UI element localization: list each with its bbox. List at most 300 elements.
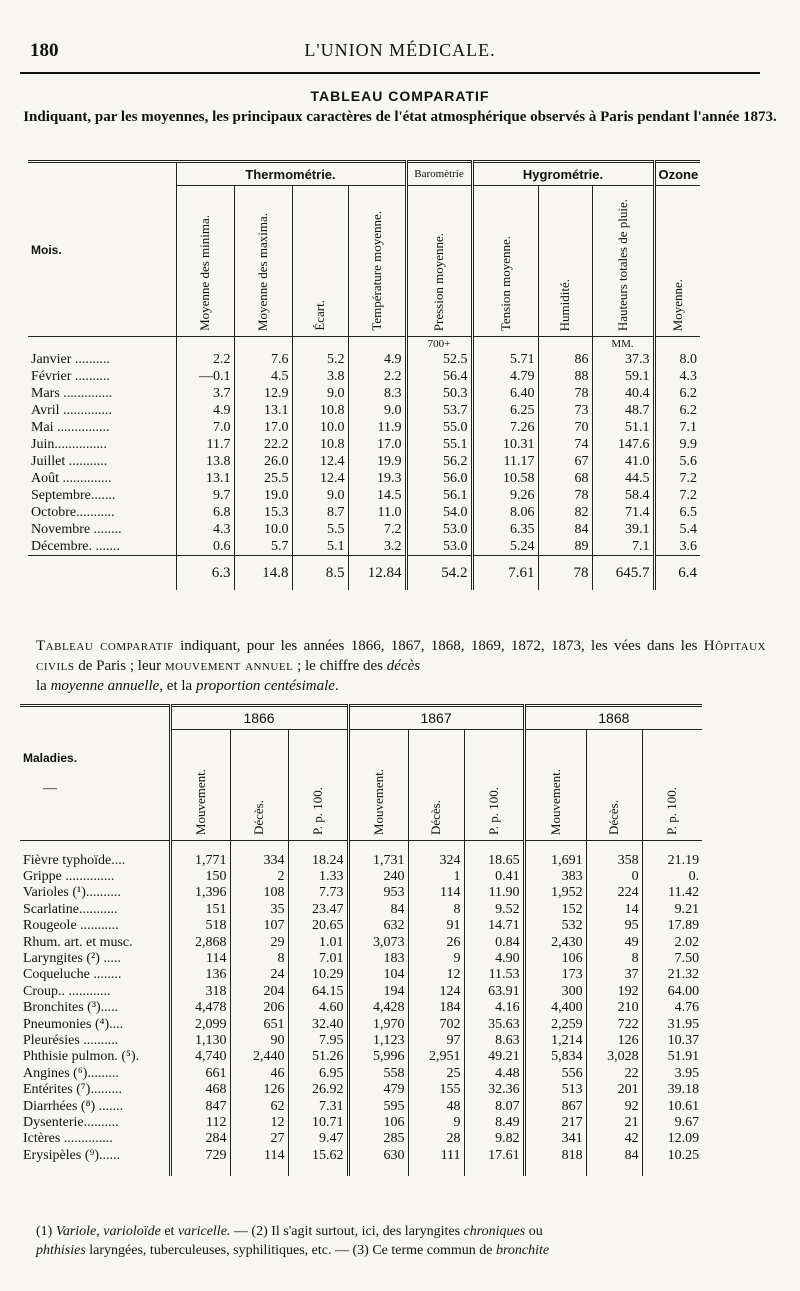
intro-text-5: , et la bbox=[159, 678, 196, 694]
end-cell bbox=[20, 1164, 170, 1176]
value-cell: 78 bbox=[538, 487, 592, 504]
table-row bbox=[20, 1049, 702, 1065]
column-header bbox=[234, 186, 292, 337]
value-cell: 2,868 bbox=[170, 934, 230, 950]
value-cell: 10.31 bbox=[472, 436, 538, 453]
ozone-header: Ozone bbox=[654, 162, 700, 186]
value-cell: 35 bbox=[230, 902, 288, 918]
value-cell: 91 bbox=[408, 918, 464, 934]
value-cell: 284 bbox=[170, 1131, 230, 1147]
value-cell: 4,428 bbox=[348, 1000, 408, 1016]
value-cell: 8.06 bbox=[472, 504, 538, 521]
value-cell: 15.3 bbox=[234, 504, 292, 521]
intro-text-2: de Paris ; leur bbox=[74, 658, 165, 674]
thermometrie-header: Thermométrie. bbox=[176, 162, 406, 186]
value-cell: 1,691 bbox=[524, 853, 586, 869]
spacer-cell bbox=[170, 841, 230, 853]
end-row bbox=[20, 1164, 702, 1176]
month-label: Juillet ........... bbox=[31, 453, 108, 469]
table-row bbox=[20, 1066, 702, 1082]
value-cell: 2,951 bbox=[408, 1049, 464, 1065]
value-cell: 155 bbox=[408, 1082, 464, 1098]
column-header-label: Décès. bbox=[428, 799, 444, 835]
value-cell: 9.26 bbox=[472, 487, 538, 504]
value-cell: 206 bbox=[230, 1000, 288, 1016]
spacer-cell bbox=[464, 841, 524, 853]
value-cell: 7.2 bbox=[348, 521, 406, 538]
value-cell: 35.63 bbox=[464, 1016, 524, 1032]
value-cell: 59.1 bbox=[592, 368, 654, 385]
value-cell: 19.0 bbox=[234, 487, 292, 504]
fn-4: varicelle. bbox=[177, 1224, 231, 1239]
value-cell: 6.8 bbox=[176, 504, 234, 521]
value-cell: 1,731 bbox=[348, 853, 408, 869]
total-cell: 8.5 bbox=[292, 556, 348, 591]
fn-10: bronchite bbox=[495, 1243, 550, 1258]
column-header-label: Pression moyenne. bbox=[431, 232, 446, 331]
disease-label: Phthisie pulmon. (⁵). bbox=[23, 1049, 140, 1065]
value-cell: 84 bbox=[538, 521, 592, 538]
value-cell: 318 bbox=[170, 984, 230, 1000]
value-cell: 42 bbox=[586, 1131, 642, 1147]
value-cell: 11.7 bbox=[176, 436, 234, 453]
value-cell: 19.3 bbox=[348, 470, 406, 487]
value-cell: 40.4 bbox=[592, 385, 654, 402]
value-cell: 37 bbox=[586, 967, 642, 983]
intro-text-4: la bbox=[36, 678, 51, 694]
column-header bbox=[538, 186, 592, 337]
value-cell: 1.33 bbox=[288, 869, 348, 885]
column-header-label: Mouvement. bbox=[192, 768, 208, 835]
disease-label: Pneumonies (⁴).... bbox=[23, 1016, 124, 1032]
value-cell: 49.21 bbox=[464, 1049, 524, 1065]
spacer-cell bbox=[408, 841, 464, 853]
total-cell: 54.2 bbox=[406, 556, 472, 591]
column-header-label: Mouvement. bbox=[547, 768, 563, 835]
value-cell: 8.7 bbox=[292, 504, 348, 521]
value-cell: 147.6 bbox=[592, 436, 654, 453]
column-header bbox=[348, 730, 408, 841]
value-cell: 173 bbox=[524, 967, 586, 983]
value-cell: 2,099 bbox=[170, 1016, 230, 1032]
table1-title: TABLEAU COMPARATIF bbox=[310, 88, 490, 104]
intro-mouvement: mouvement annuel bbox=[164, 658, 294, 674]
value-cell: 13.1 bbox=[176, 470, 234, 487]
table-row bbox=[20, 869, 702, 885]
value-cell: 4.90 bbox=[464, 951, 524, 967]
value-cell: 55.1 bbox=[406, 436, 472, 453]
value-cell: 324 bbox=[408, 853, 464, 869]
value-cell: 8.63 bbox=[464, 1033, 524, 1049]
value-cell: 114 bbox=[408, 885, 464, 901]
month-label: Novembre ........ bbox=[31, 521, 122, 537]
value-cell: 5.24 bbox=[472, 538, 538, 556]
table-row bbox=[20, 1016, 702, 1032]
disease-label: Fièvre typhoïde.... bbox=[23, 852, 126, 868]
value-cell: 12.9 bbox=[234, 385, 292, 402]
end-cell bbox=[230, 1164, 288, 1176]
value-cell: 14 bbox=[586, 902, 642, 918]
disease-label: Erysipèles (⁹)...... bbox=[23, 1147, 121, 1163]
intro-proportion: proportion centésimale bbox=[195, 678, 335, 694]
value-cell: 82 bbox=[538, 504, 592, 521]
value-cell: 64.15 bbox=[288, 984, 348, 1000]
value-cell: 285 bbox=[348, 1131, 408, 1147]
column-header bbox=[292, 186, 348, 337]
value-cell: 7.1 bbox=[654, 419, 700, 436]
value-cell: 26 bbox=[408, 934, 464, 950]
value-cell: 25.5 bbox=[234, 470, 292, 487]
value-cell: 210 bbox=[586, 1000, 642, 1016]
value-cell: 56.2 bbox=[406, 453, 472, 470]
value-cell: 9.0 bbox=[292, 487, 348, 504]
table-row bbox=[28, 470, 700, 487]
page-number: 180 bbox=[30, 40, 59, 61]
value-cell: 0. bbox=[642, 869, 702, 885]
value-cell: 56.4 bbox=[406, 368, 472, 385]
value-cell: 9.67 bbox=[642, 1115, 702, 1131]
month-label: Mai ............... bbox=[31, 419, 110, 435]
weather-table bbox=[28, 160, 700, 590]
value-cell: 217 bbox=[524, 1115, 586, 1131]
value-cell: 5.2 bbox=[292, 351, 348, 368]
value-cell: 7.0 bbox=[176, 419, 234, 436]
value-cell: 23.47 bbox=[288, 902, 348, 918]
value-cell: 20.65 bbox=[288, 918, 348, 934]
total-cell: 78 bbox=[538, 556, 592, 591]
spacer-cell bbox=[348, 841, 408, 853]
total-cell: 12.84 bbox=[348, 556, 406, 591]
unit-cell bbox=[28, 337, 176, 352]
table-row bbox=[28, 521, 700, 538]
value-cell: 32.40 bbox=[288, 1016, 348, 1032]
value-cell: 11.42 bbox=[642, 885, 702, 901]
value-cell: 5,996 bbox=[348, 1049, 408, 1065]
value-cell: 7.2 bbox=[654, 487, 700, 504]
value-cell: 54.0 bbox=[406, 504, 472, 521]
unit-cell bbox=[292, 337, 348, 352]
maladies-dash: — bbox=[43, 780, 57, 796]
spacer-cell bbox=[20, 841, 170, 853]
value-cell: 5,834 bbox=[524, 1049, 586, 1065]
value-cell: 3,073 bbox=[348, 934, 408, 950]
value-cell: 1 bbox=[408, 869, 464, 885]
value-cell: 0.6 bbox=[176, 538, 234, 556]
column-header bbox=[472, 186, 538, 337]
value-cell: 78 bbox=[538, 385, 592, 402]
table-row bbox=[28, 419, 700, 436]
value-cell: 10.37 bbox=[642, 1033, 702, 1049]
month-label: Septembre....... bbox=[31, 487, 116, 503]
value-cell: 9.82 bbox=[464, 1131, 524, 1147]
value-cell: 26.0 bbox=[234, 453, 292, 470]
disease-label: Coqueluche ........ bbox=[23, 967, 122, 983]
value-cell: 1,214 bbox=[524, 1033, 586, 1049]
value-cell: 63.91 bbox=[464, 984, 524, 1000]
value-cell: 358 bbox=[586, 853, 642, 869]
hygrometrie-header: Hygrométrie. bbox=[472, 162, 654, 186]
column-header bbox=[586, 730, 642, 841]
end-cell bbox=[586, 1164, 642, 1176]
value-cell: 7.2 bbox=[654, 470, 700, 487]
spacer-row bbox=[20, 841, 702, 853]
hospital-table bbox=[20, 704, 702, 1176]
value-cell: 68 bbox=[538, 470, 592, 487]
value-cell: 7.95 bbox=[288, 1033, 348, 1049]
value-cell: 2,430 bbox=[524, 934, 586, 950]
value-cell: 4.16 bbox=[464, 1000, 524, 1016]
value-cell: 632 bbox=[348, 918, 408, 934]
value-cell: 106 bbox=[524, 951, 586, 967]
end-cell bbox=[642, 1164, 702, 1176]
value-cell: 18.65 bbox=[464, 853, 524, 869]
table-row bbox=[28, 351, 700, 368]
table-row bbox=[20, 951, 702, 967]
value-cell: 107 bbox=[230, 918, 288, 934]
unit-cell bbox=[176, 337, 234, 352]
value-cell: 48 bbox=[408, 1098, 464, 1114]
value-cell: 4.48 bbox=[464, 1066, 524, 1082]
value-cell: 5.5 bbox=[292, 521, 348, 538]
value-cell: 151 bbox=[170, 902, 230, 918]
value-cell: 0 bbox=[586, 869, 642, 885]
table2-intro bbox=[36, 636, 766, 696]
value-cell: 150 bbox=[170, 869, 230, 885]
total-cell: 645.7 bbox=[592, 556, 654, 591]
value-cell: 73 bbox=[538, 402, 592, 419]
value-cell: 56.0 bbox=[406, 470, 472, 487]
intro-moyenne: moyenne annuelle bbox=[50, 678, 160, 694]
value-cell: 11.90 bbox=[464, 885, 524, 901]
value-cell: 112 bbox=[170, 1115, 230, 1131]
mois-header: Mois. bbox=[31, 242, 62, 257]
value-cell: 18.24 bbox=[288, 853, 348, 869]
value-cell: 14.71 bbox=[464, 918, 524, 934]
value-cell: 49 bbox=[586, 934, 642, 950]
value-cell: 7.1 bbox=[592, 538, 654, 556]
month-label: Janvier .......... bbox=[31, 351, 110, 367]
total-cell: 7.61 bbox=[472, 556, 538, 591]
value-cell: 22.2 bbox=[234, 436, 292, 453]
value-cell: 71.4 bbox=[592, 504, 654, 521]
value-cell: 92 bbox=[586, 1098, 642, 1114]
value-cell: 5.7 bbox=[234, 538, 292, 556]
value-cell: 8.0 bbox=[654, 351, 700, 368]
value-cell: 53.7 bbox=[406, 402, 472, 419]
year-header-1868: 1868 bbox=[524, 706, 702, 730]
value-cell: 53.0 bbox=[406, 521, 472, 538]
year-header-1867: 1867 bbox=[348, 706, 524, 730]
value-cell: 5.6 bbox=[654, 453, 700, 470]
table-row bbox=[20, 1115, 702, 1131]
value-cell: 17.0 bbox=[348, 436, 406, 453]
value-cell: 556 bbox=[524, 1066, 586, 1082]
value-cell: 6.25 bbox=[472, 402, 538, 419]
value-cell: 126 bbox=[586, 1033, 642, 1049]
value-cell: 9.9 bbox=[654, 436, 700, 453]
value-cell: 4,400 bbox=[524, 1000, 586, 1016]
value-cell: 7.6 bbox=[234, 351, 292, 368]
value-cell: 106 bbox=[348, 1115, 408, 1131]
value-cell: 10.0 bbox=[234, 521, 292, 538]
disease-label: Angines (⁶)......... bbox=[23, 1065, 119, 1081]
value-cell: 15.62 bbox=[288, 1148, 348, 1164]
value-cell: 39.18 bbox=[642, 1082, 702, 1098]
value-cell: 108 bbox=[230, 885, 288, 901]
value-cell: 10.8 bbox=[292, 402, 348, 419]
value-cell: 10.58 bbox=[472, 470, 538, 487]
value-cell: 90 bbox=[230, 1033, 288, 1049]
value-cell: 21.19 bbox=[642, 853, 702, 869]
value-cell: 74 bbox=[538, 436, 592, 453]
value-cell: 3.95 bbox=[642, 1066, 702, 1082]
value-cell: 44.5 bbox=[592, 470, 654, 487]
value-cell: 383 bbox=[524, 869, 586, 885]
value-cell: 1,771 bbox=[170, 853, 230, 869]
value-cell: 702 bbox=[408, 1016, 464, 1032]
column-header-label: Écart. bbox=[312, 300, 327, 331]
value-cell: 4.9 bbox=[176, 402, 234, 419]
column-header bbox=[592, 186, 654, 337]
value-cell: 8 bbox=[230, 951, 288, 967]
value-cell: 28 bbox=[408, 1131, 464, 1147]
value-cell: 17.0 bbox=[234, 419, 292, 436]
end-cell bbox=[348, 1164, 408, 1176]
value-cell: 6.95 bbox=[288, 1066, 348, 1082]
units-row bbox=[28, 337, 700, 352]
value-cell: 4.3 bbox=[654, 368, 700, 385]
table-row bbox=[28, 504, 700, 521]
value-cell: 630 bbox=[348, 1148, 408, 1164]
footnote bbox=[36, 1222, 766, 1260]
value-cell: 31.95 bbox=[642, 1016, 702, 1032]
table-row bbox=[28, 402, 700, 419]
value-cell: 12.09 bbox=[642, 1131, 702, 1147]
value-cell: 27 bbox=[230, 1131, 288, 1147]
column-header bbox=[288, 730, 348, 841]
column-header bbox=[170, 730, 230, 841]
unit-cell bbox=[472, 337, 538, 352]
table-row bbox=[20, 1131, 702, 1147]
column-header-label: Humidité. bbox=[557, 278, 572, 331]
end-cell bbox=[524, 1164, 586, 1176]
value-cell: 194 bbox=[348, 984, 408, 1000]
value-cell: 12 bbox=[230, 1115, 288, 1131]
value-cell: 10.25 bbox=[642, 1148, 702, 1164]
value-cell: 13.8 bbox=[176, 453, 234, 470]
value-cell: 6.2 bbox=[654, 385, 700, 402]
column-header-label: Température moyenne. bbox=[368, 211, 384, 331]
value-cell: 84 bbox=[348, 902, 408, 918]
value-cell: 518 bbox=[170, 918, 230, 934]
value-cell: 1,130 bbox=[170, 1033, 230, 1049]
column-header bbox=[642, 730, 702, 841]
value-cell: 32.36 bbox=[464, 1082, 524, 1098]
column-header-label: Moyenne. bbox=[669, 278, 685, 331]
value-cell: 300 bbox=[524, 984, 586, 1000]
value-cell: 114 bbox=[230, 1148, 288, 1164]
table-row bbox=[28, 385, 700, 402]
unit-cell bbox=[348, 337, 406, 352]
fn-2: Variole, varioloïde bbox=[55, 1224, 161, 1239]
value-cell: 6.35 bbox=[472, 521, 538, 538]
disease-label: Rhum. art. et musc. bbox=[23, 934, 133, 950]
column-header-label: P. p. 100. bbox=[664, 786, 680, 835]
spacer-cell bbox=[230, 841, 288, 853]
value-cell: 17.61 bbox=[464, 1148, 524, 1164]
value-cell: 37.3 bbox=[592, 351, 654, 368]
value-cell: 86 bbox=[538, 351, 592, 368]
value-cell: 111 bbox=[408, 1148, 464, 1164]
column-header bbox=[230, 730, 288, 841]
column-header bbox=[524, 730, 586, 841]
value-cell: —0.1 bbox=[176, 368, 234, 385]
value-cell: 818 bbox=[524, 1148, 586, 1164]
value-cell: 9.47 bbox=[288, 1131, 348, 1147]
value-cell: 3.7 bbox=[176, 385, 234, 402]
total-cell: 6.3 bbox=[176, 556, 234, 591]
intro-text-3: ; le chiffre des bbox=[293, 658, 387, 674]
value-cell: 8 bbox=[586, 951, 642, 967]
table-row bbox=[20, 1098, 702, 1114]
header-rule bbox=[20, 72, 760, 74]
value-cell: 3,028 bbox=[586, 1049, 642, 1065]
value-cell: 184 bbox=[408, 1000, 464, 1016]
value-cell: 10.29 bbox=[288, 967, 348, 983]
unit-cell bbox=[538, 337, 592, 352]
value-cell: 513 bbox=[524, 1082, 586, 1098]
column-header-label: Décès. bbox=[606, 799, 622, 835]
table-row bbox=[28, 487, 700, 504]
column-header-label: Hauteurs totales de pluie. bbox=[614, 198, 630, 331]
totals-label bbox=[28, 556, 176, 591]
value-cell: 136 bbox=[170, 967, 230, 983]
value-cell: 10.71 bbox=[288, 1115, 348, 1131]
total-cell: 6.4 bbox=[654, 556, 700, 591]
value-cell: 26.92 bbox=[288, 1082, 348, 1098]
value-cell: 9 bbox=[408, 1115, 464, 1131]
value-cell: 5.71 bbox=[472, 351, 538, 368]
value-cell: 7.26 bbox=[472, 419, 538, 436]
column-header-label: Tension moyenne. bbox=[497, 235, 513, 331]
year-header-1866: 1866 bbox=[170, 706, 348, 730]
value-cell: 867 bbox=[524, 1098, 586, 1114]
end-cell bbox=[170, 1164, 230, 1176]
value-cell: 204 bbox=[230, 984, 288, 1000]
intro-text-1: indiquant, pour les années 1866, 1867, 1868, 1869, 1872, 1873, les vées dans les bbox=[173, 638, 704, 654]
value-cell: 201 bbox=[586, 1082, 642, 1098]
value-cell: 51.1 bbox=[592, 419, 654, 436]
value-cell: 51.91 bbox=[642, 1049, 702, 1065]
disease-label: Laryngites (²) ..... bbox=[23, 951, 121, 967]
value-cell: 2,440 bbox=[230, 1049, 288, 1065]
value-cell: 2,259 bbox=[524, 1016, 586, 1032]
value-cell: 10.61 bbox=[642, 1098, 702, 1114]
value-cell: 88 bbox=[538, 368, 592, 385]
fn-5: — (2) Il s'agit surtout, ici, des laryngites bbox=[230, 1224, 464, 1239]
value-cell: 11.0 bbox=[348, 504, 406, 521]
value-cell: 14.5 bbox=[348, 487, 406, 504]
column-header bbox=[406, 186, 472, 337]
end-cell bbox=[464, 1164, 524, 1176]
table-row bbox=[28, 538, 700, 556]
month-label: Avril .............. bbox=[31, 402, 113, 418]
value-cell: 10.0 bbox=[292, 419, 348, 436]
value-cell: 4.5 bbox=[234, 368, 292, 385]
table-row bbox=[20, 918, 702, 934]
disease-label: Rougeole ........... bbox=[23, 918, 119, 934]
value-cell: 124 bbox=[408, 984, 464, 1000]
